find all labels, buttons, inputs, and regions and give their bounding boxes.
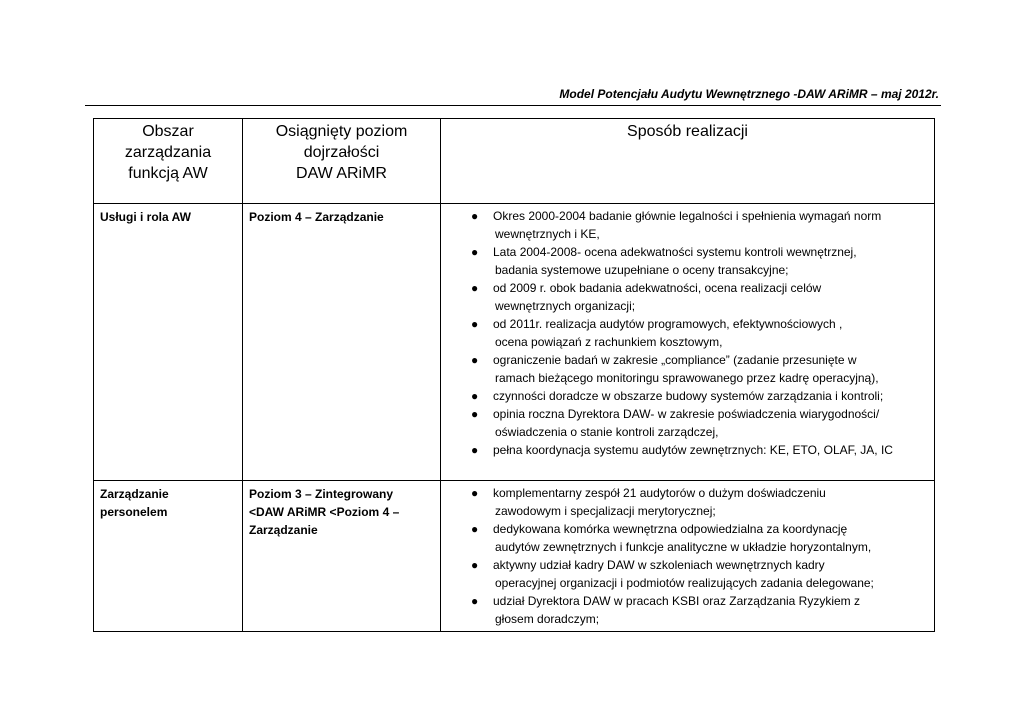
list-item [441, 556, 928, 592]
table-header-row [94, 119, 935, 204]
list-item-text: opinia roczna Dyrektora DAW- w zakresie poświadczenia wiarygodności/ [493, 407, 880, 421]
list-item-text: dedykowana komórka wewnętrzna odpowiedzialna za koordynację [493, 522, 848, 536]
list-item-text: Okres 2000-2004 badanie głównie legalności i spełnienia wymagań norm [493, 209, 882, 223]
header-rule [85, 105, 941, 106]
header-text-line: funkcją AW [128, 165, 208, 182]
row-level-cell [243, 481, 441, 632]
list-item-text: zawodowym i specjalizacji merytorycznej; [495, 504, 716, 518]
list-item [441, 207, 928, 243]
header-method [441, 119, 935, 204]
header-area [94, 119, 243, 204]
area-text-line: Zarządzanie [100, 487, 169, 501]
bullet-icon: ● [471, 594, 479, 608]
area-text-line: Usługi i rola AW [100, 210, 191, 224]
bullet-icon: ● [471, 317, 479, 331]
bullet-list [441, 204, 934, 461]
list-item [441, 351, 928, 387]
list-item-text: oświadczenia o stanie kontroli zarządczej, [495, 425, 719, 439]
list-item-text: badania systemowe uzupełniane o oceny transakcyjne; [495, 263, 789, 277]
header-text-line: Obszar [142, 123, 194, 140]
list-item-text: czynności doradcze w obszarze budowy systemów zarządzania i kontroli; [493, 389, 884, 403]
list-item-text: Lata 2004-2008- ocena adekwatności systemu kontroli wewnętrznej, [493, 245, 857, 259]
header-text-line: DAW ARiMR [296, 165, 387, 182]
header-text-line: Osiągnięty poziom [275, 123, 408, 140]
bullet-icon: ● [471, 443, 479, 457]
list-item-text: od 2009 r. obok badania adekwatności, ocena realizacji celów [493, 281, 822, 295]
bullet-icon: ● [471, 353, 479, 367]
list-item [441, 279, 928, 315]
header-text-line: dojrzałości [303, 144, 380, 161]
level-text-line: Poziom 4 – Zarządzanie [249, 210, 384, 224]
list-item [441, 592, 928, 628]
table-row [94, 204, 935, 481]
list-item-text: udział Dyrektora DAW w pracach KSBI oraz Zarządzania Ryzykiem z [493, 594, 861, 608]
list-item-text: ramach bieżącego monitoringu sprawowanego przez kadrę operacyjną), [495, 371, 879, 385]
list-item [441, 520, 928, 556]
list-item-text: aktywny udział kadry DAW w szkoleniach wewnętrznych kadry [493, 558, 825, 572]
list-item [441, 405, 928, 441]
row-level-cell [243, 204, 441, 481]
bullet-icon: ● [471, 281, 479, 295]
list-item [441, 484, 928, 520]
header-text-line: zarządzania [124, 144, 212, 161]
bullet-icon: ● [471, 558, 479, 572]
row-method-cell [441, 481, 935, 632]
bullet-icon: ● [471, 389, 479, 403]
list-item-text: ocena powiązań z rachunkiem kosztowym, [495, 335, 723, 349]
bullet-icon: ● [471, 209, 479, 223]
list-item-text: audytów zewnętrznych i funkcje analityczne w układzie horyzontalnym, [495, 540, 872, 554]
list-item-text: od 2011r. realizacja audytów programowych, efektywnościowych , [493, 317, 843, 331]
list-item-text: operacyjnej organizacji i podmiotów realizujących zadania delegowane; [495, 576, 874, 590]
area-text-line: personelem [100, 505, 168, 519]
level-text-line: Zarządzanie [249, 523, 318, 537]
bullet-icon: ● [471, 407, 479, 421]
row-area-cell [94, 204, 243, 481]
bullet-icon: ● [471, 245, 479, 259]
list-item [441, 441, 928, 459]
list-item [441, 243, 928, 279]
list-item [441, 315, 928, 351]
level-text-line: <DAW ARiMR <Poziom 4 – [249, 505, 400, 519]
level-text-line: Poziom 3 – Zintegrowany [249, 487, 394, 501]
bullet-icon: ● [471, 522, 479, 536]
list-item [441, 387, 928, 405]
header-text-line: Sposób realizacji [627, 123, 748, 140]
running-header: Model Potencjału Audytu Wewnętrznego -DAW ARiMR – maj 2012r. [559, 87, 939, 101]
list-item-text: ograniczenie badań w zakresie „compliance” (zadanie przesunięte w [493, 353, 857, 367]
row-method-cell [441, 204, 935, 481]
table-row [94, 481, 935, 632]
list-item-text: wewnętrznych organizacji; [495, 299, 636, 313]
list-item-text: komplementarny zespół 21 audytorów o dużym doświadczeniu [493, 486, 826, 500]
list-item-text: głosem doradczym; [495, 612, 600, 626]
row-area-cell [94, 481, 243, 632]
bullet-icon: ● [471, 486, 479, 500]
list-item-text: pełna koordynacja systemu audytów zewnętrznych: KE, ETO, OLAF, JA, IC [493, 443, 893, 457]
list-item-text: wewnętrznych i KE, [495, 227, 600, 241]
header-level [243, 119, 441, 204]
maturity-table [93, 118, 935, 632]
bullet-list [441, 481, 934, 630]
